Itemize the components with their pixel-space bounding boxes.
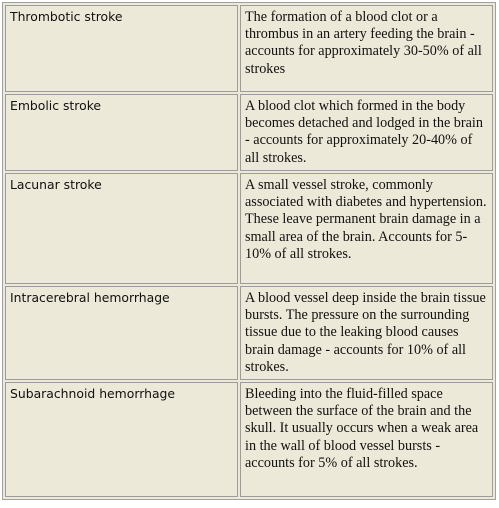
stroke-description-cell: A small vessel stroke, commonly associated with diabetes and hypertension. These leave permanent brain damage in a small area of the brain. Accounts for 5-10% of all strokes.	[240, 173, 493, 284]
stroke-name-cell: Embolic stroke	[5, 94, 238, 171]
stroke-name-cell: Thrombotic stroke	[5, 5, 238, 92]
stroke-name-cell: Intracerebral hemorrhage	[5, 286, 238, 380]
stroke-description-cell: Bleeding into the fluid-filled space between the surface of the brain and the skull. It usually occurs when a weak area in the wall of blood vessel bursts - accounts for 5% of all strokes.	[240, 382, 493, 497]
stroke-types-table	[2, 2, 496, 500]
stroke-name-cell: Lacunar stroke	[5, 173, 238, 284]
table-row	[5, 94, 493, 171]
table-row	[5, 382, 493, 497]
stroke-description-cell: The formation of a blood clot or a thrombus in an artery feeding the brain - accounts for approximately 30-50% of all strokes	[240, 5, 493, 92]
table-row	[5, 286, 493, 380]
stroke-description-cell: A blood vessel deep inside the brain tissue bursts. The pressure on the surrounding tissue due to the leaking blood causes brain damage - accounts for 10% of all strokes.	[240, 286, 493, 380]
stroke-description-cell: A blood clot which formed in the body becomes detached and lodged in the brain - accounts for approximately 20-40% of all strokes.	[240, 94, 493, 171]
table-row	[5, 173, 493, 284]
table-row	[5, 5, 493, 92]
stroke-name-cell: Subarachnoid hemorrhage	[5, 382, 238, 497]
